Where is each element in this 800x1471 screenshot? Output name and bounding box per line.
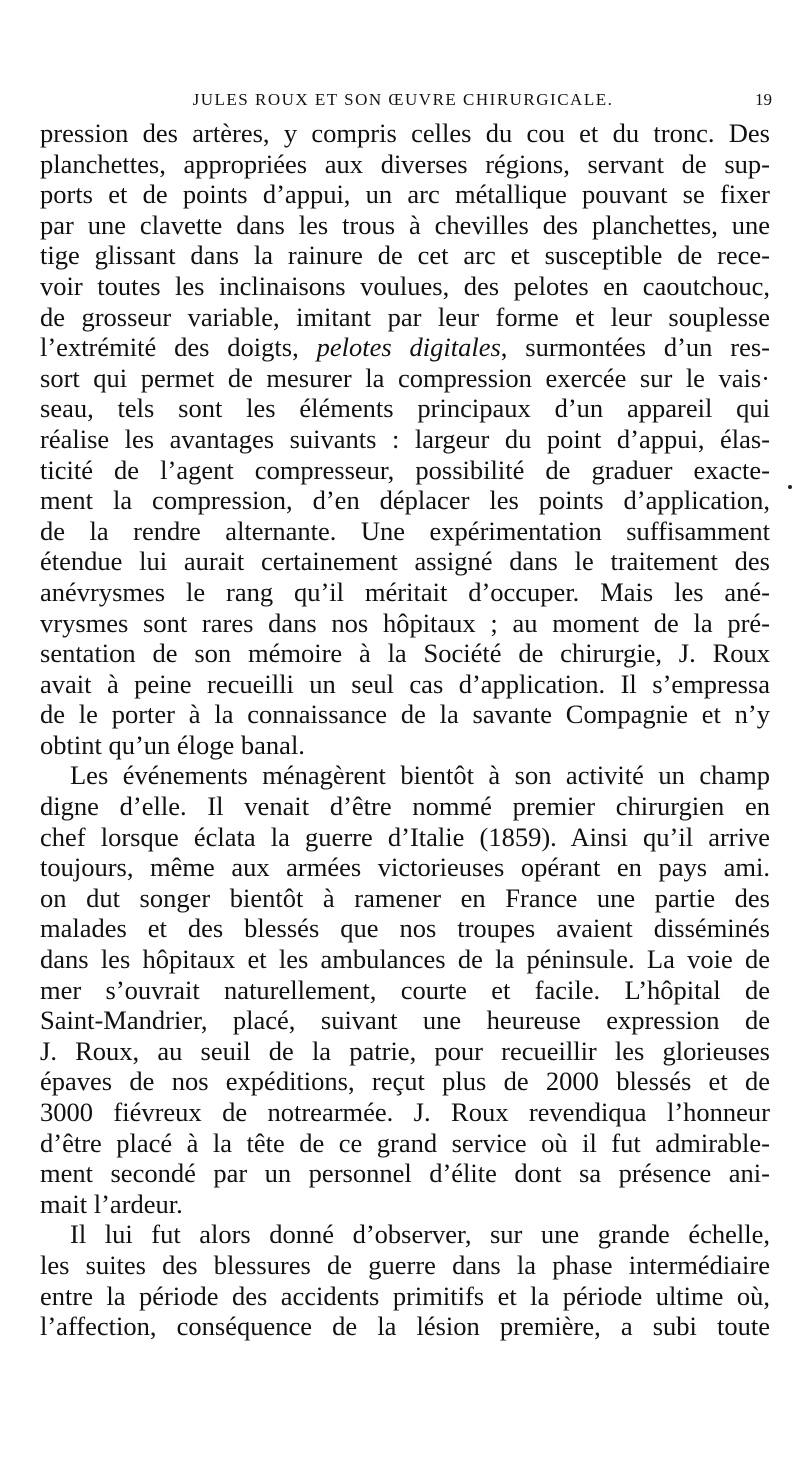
text-line: seau, tels sont les éléments principaux d’un appareil qui: [40, 393, 770, 424]
text-line: planchettes, appropriées aux diverses régions, servant de sup-: [40, 148, 770, 179]
text-line: [40, 332, 770, 363]
text-line: épaves de nos expéditions, reçut plus de 2000 blessés et de: [40, 1066, 770, 1097]
text-line: par une clavette dans les trous à chevilles des planchettes, une: [40, 209, 770, 240]
text-line: on dut songer bientôt à ramener en France une partie des: [40, 882, 770, 913]
text-line: Les événements ménagèrent bientôt à son activité un champ: [70, 760, 770, 791]
text-line: malades et des blessés que nos troupes avaient disséminés: [40, 913, 770, 944]
text-line: de le porter à la connaissance de la savante Compagnie et n’y: [40, 699, 770, 730]
text-line: chef lorsque éclata la guerre d’Italie (1859). Ainsi qu’il arrive: [40, 821, 770, 852]
text-line: dans les hôpitaux et les ambulances de la péninsule. La voie de: [40, 944, 770, 975]
text-line: digne d’elle. Il venait d’être nommé premier chirurgien en: [40, 791, 770, 822]
text-line: de la rendre alternante. Une expérimentation suffisamment: [40, 515, 770, 546]
text-line: voir toutes les inclinaisons voulues, des pelotes en caoutchouc,: [40, 270, 770, 301]
text-run: , surmontées d’un res-: [500, 332, 771, 363]
text-line: J. Roux, au seuil de la patrie, pour recueillir les glorieuses: [40, 1035, 770, 1066]
text-line: ticité de l’agent compresseur, possibilité de graduer exacte-: [40, 454, 770, 485]
text-line: toujours, même aux armées victorieuses opérant en pays ami.: [40, 852, 770, 883]
text-line: d’être placé à la tête de ce grand service où il fut admirable-: [40, 1127, 770, 1158]
text-line: pression des artères, y compris celles du cou et du tronc. Des: [40, 118, 770, 148]
text-line: réalise les avantages suivants : largeur du point d’appui, élas-: [40, 423, 770, 454]
text-line: avait à peine recueilli un seul cas d’application. Il s’empressa: [40, 668, 770, 699]
italic-term: pelotes digitales: [316, 332, 501, 363]
text-line: vrysmes sont rares dans nos hôpitaux ; au moment de la pré-: [40, 607, 770, 638]
body-text: [40, 118, 770, 1342]
text-line: Il lui fut alors donné d’observer, sur une grande échelle,: [70, 1219, 770, 1250]
text-line: mait l’ardeur.: [40, 1188, 183, 1219]
running-head: JULES ROUX ET SON ŒUVRE CHIRURGICALE.: [192, 90, 614, 109]
text-line: l’affection, conséquence de la lésion première, a subi toute: [40, 1311, 770, 1342]
text-line: Saint-Mandrier, placé, suivant une heureuse expression de: [40, 1005, 770, 1036]
text-line: mer s’ouvrait naturellement, courte et facile. L’hôpital de: [40, 974, 770, 1005]
text-line: entre la période des accidents primitifs et la période ultime où,: [40, 1280, 770, 1311]
text-line: de grosseur variable, imitant par leur forme et leur souplesse: [40, 301, 770, 332]
text-line: étendue lui aurait certainement assigné dans le traitement des: [40, 546, 770, 577]
text-line: obtint qu’un éloge banal.: [40, 729, 305, 760]
text-line: sentation de son mémoire à la Société de chirurgie, J. Roux: [40, 638, 770, 669]
text-line: les suites des blessures de guerre dans la phase intermédiaire: [40, 1249, 770, 1280]
margin-mark: [788, 485, 792, 489]
text-run: l’extrémité des doigts,: [40, 332, 299, 363]
paragraph-3: [40, 1219, 770, 1341]
text-line: ment la compression, d’en déplacer les points d’application,: [40, 485, 770, 516]
page-number: 19: [755, 90, 772, 109]
text-line: ports et de points d’appui, un arc métallique pouvant se fixer: [40, 179, 770, 210]
paragraph-2: [40, 760, 770, 1219]
text-line: tige glissant dans la rainure de cet arc et susceptible de rece-: [40, 240, 770, 271]
paragraph-1: [40, 118, 770, 760]
text-line: ment secondé par un personnel d’élite dont sa présence ani-: [40, 1158, 770, 1189]
text-line: anévrysmes le rang qu’il méritait d’occuper. Mais les ané-: [40, 576, 770, 607]
text-line: sort qui permet de mesurer la compression exercée sur le vais·: [40, 362, 770, 393]
text-line: 3000 fiévreux de notrearmée. J. Roux revendiqua l’honneur: [40, 1097, 770, 1127]
